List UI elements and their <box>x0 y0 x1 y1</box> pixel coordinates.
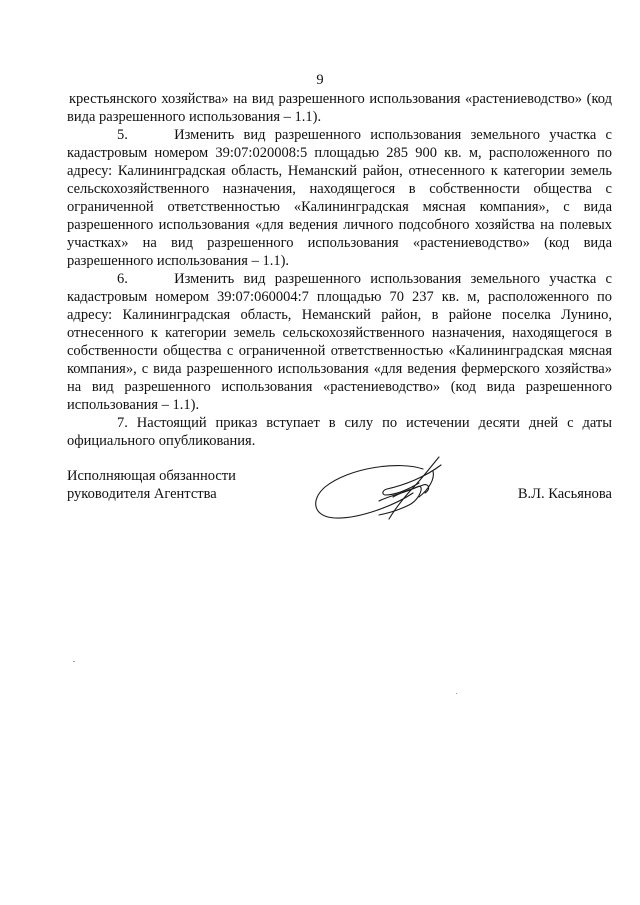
paragraph-item-6: 6. Изменить вид разрешенного использования земельного участка с кадастровым номером 39:07:060004:7 площадью 70 237 кв. м, расположенного по адресу: Калининградская область, Неманский район, в районе поселка Лунино, отнесенного к категории земель сельскохозяйственного назначения, находящегося в собственности общества с ограниченной ответственностью «Калининградская мясная компания», с вида разрешенного использования «для ведения фермерского хозяйства» на вид разрешенного использования «растениеводство» (код вида разрешенного использования – 1.1). <box>67 271 612 413</box>
paragraph-item-7: 7. Настоящий приказ вступает в силу по истечении десяти дней с даты официального опубликования. <box>67 415 612 449</box>
document-body <box>67 90 612 450</box>
page-number: 9 <box>316 72 324 88</box>
paragraph-item-5: 5. Изменить вид разрешенного использования земельного участка с кадастровым номером 39:07:020008:5 площадью 285 900 кв. м, расположенного по адресу: Калининградская область, Неманский район, отнесенного к категории земель сельскохозяйственного назначения, находящегося в собственности общества с ограниченной ответственностью «Калининградская мясная компания», с вида разрешенного использования «для ведения личного подсобного хозяйства на полевых участках» на вид разрешенного использования «растениеводство» (код вида разрешенного использования – 1.1). <box>67 127 612 269</box>
paragraph-continuation: крестьянского хозяйства» на вид разрешенного использования «растениеводство» (код вида разрешенного использования – 1.1). <box>67 91 612 125</box>
scan-speck <box>456 693 457 694</box>
signatory-position-line1: Исполняющая обязанности <box>67 468 236 484</box>
signatory-name: В.Л. Касьянова <box>517 486 612 502</box>
scan-speck <box>73 661 75 662</box>
handwritten-signature <box>305 455 465 525</box>
signatory-position-line2: руководителя Агентства <box>67 486 217 502</box>
signatory-position <box>67 467 236 503</box>
